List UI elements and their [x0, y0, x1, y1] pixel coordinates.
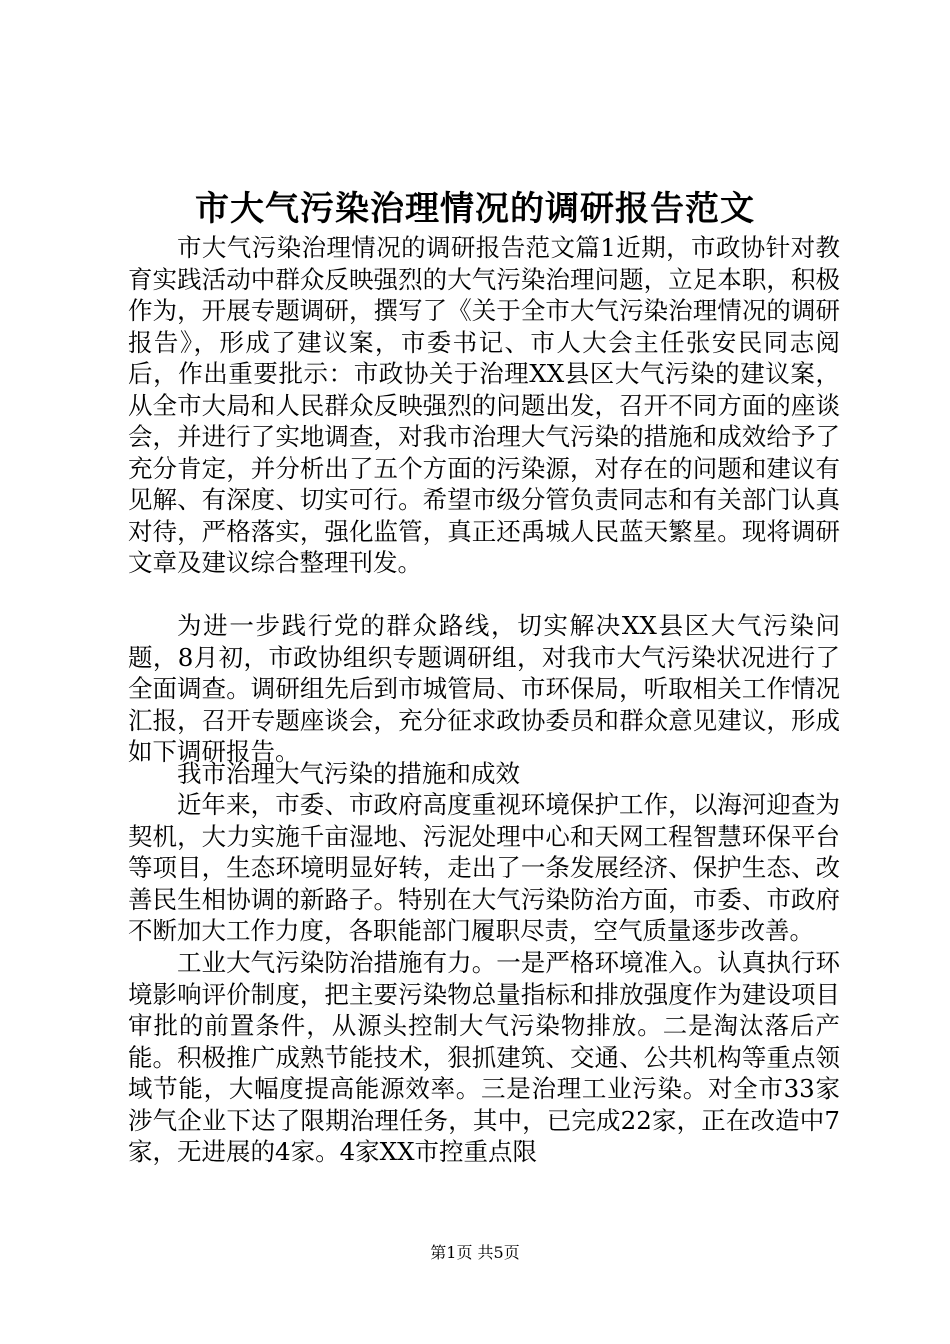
page-footer: 第1页 共5页	[430, 1243, 520, 1262]
measures-paragraph: 近年来，市委、市政府高度重视环境保护工作，以海河迎查为契机，大力实施千亩湿地、污泥处理中心和天网工程智慧环保平台等项目，生态环境明显好转，走出了一条发展经济、保护生态、改善民生相协调的新路子。特别在大气污染防治方面，市委、市政府不断加大工作力度，各职能部门履职尽责，空气质量逐步改善。	[128, 790, 840, 945]
section-heading: 我市治理大气污染的措施和成效	[177, 759, 520, 788]
industrial-paragraph: 工业大气污染防治措施有力。一是严格环境准入。认真执行环境影响评价制度，把主要污染物总量指标和排放强度作为建设项目审批的前置条件，从源头控制大气污染物排放。二是淘汰落后产能。积极推广成熟节能技术，狠抓建筑、交通、公共机构等重点领域节能，大幅度提高能源效率。三是治理工业污染。对全市33家涉气企业下达了限期治理任务，其中，已完成22家，正在改造中7家，无进展的4家。4家XX市控重点限	[128, 948, 840, 1166]
intro-paragraph: 市大气污染治理情况的调研报告范文篇1近期，市政协针对教育实践活动中群众反映强烈的大气污染治理问题，立足本职，积极作为，开展专题调研，撰写了《关于全市大气污染治理情况的调研报告》，形成了建议案，市委书记、市人大会主任张安民同志阅后，作出重要批示：市政协关于治理XX县区大气污染的建议案，从全市大局和人民群众反映强烈的问题出发，召开不同方面的座谈会，并进行了实地调查，对我市治理大气污染的措施和成效给予了充分肯定，并分析出了五个方面的污染源，对存在的问题和建议有见解、有深度、切实可行。希望市级分管负责同志和有关部门认真对待，严格落实，强化监管，真正还禹城人民蓝天繁星。现将调研文章及建议综合整理刊发。	[128, 233, 840, 577]
document-title: 市大气污染治理情况的调研报告范文	[195, 189, 755, 229]
background-paragraph: 为进一步践行党的群众路线，切实解决XX县区大气污染问题，8月初，市政协组织专题调研组，对我市大气污染状况进行了全面调查。调研组先后到市城管局、市环保局，听取相关工作情况汇报，召开专题座谈会，充分征求政协委员和群众意见建议，形成如下调研报告。	[128, 611, 840, 766]
